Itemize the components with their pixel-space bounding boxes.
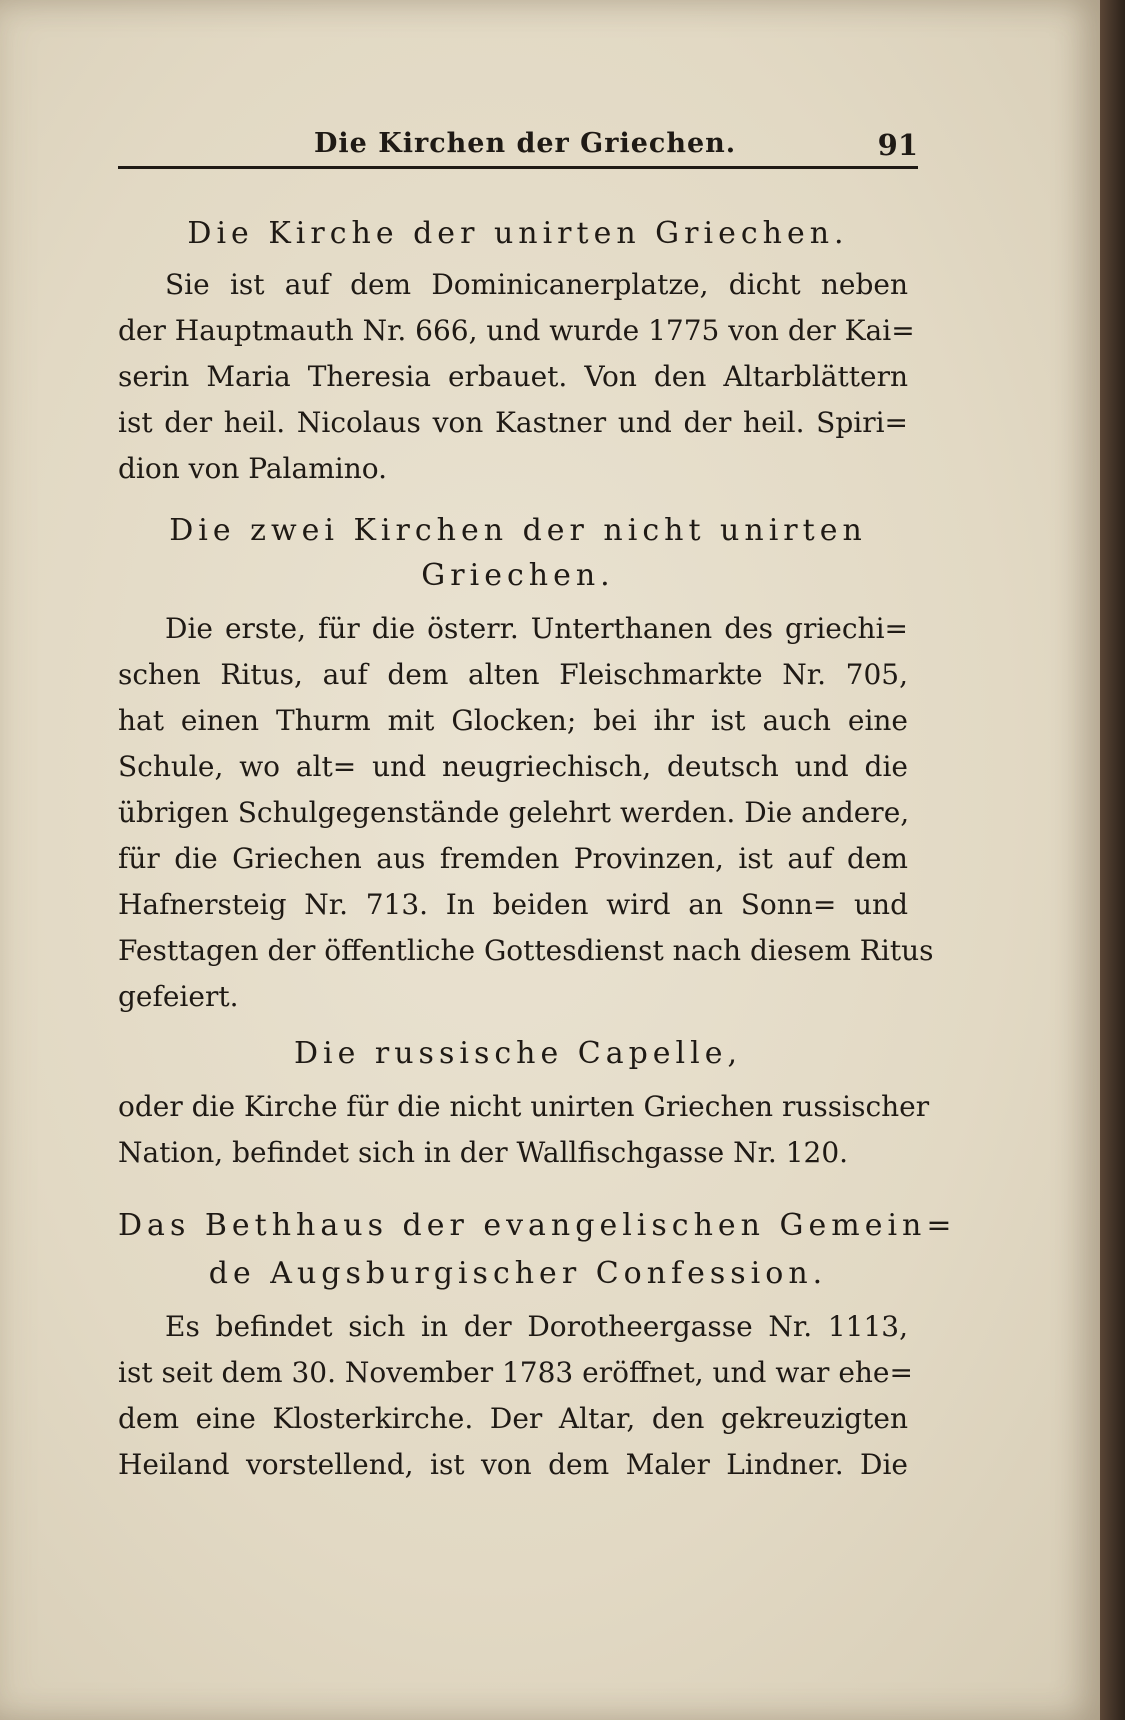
text-line: Schule, wo alt= und neugriechisch, deutsch und die xyxy=(118,750,908,783)
section-heading: Die zwei Kirchen der nicht unirten xyxy=(169,513,867,548)
section-heading: Das Bethhaus der evangelischen Gemein= xyxy=(118,1208,957,1243)
text-line: schen Ritus, auf dem alten Fleischmarkte Nr. 705, xyxy=(118,658,908,691)
text-line: Festtagen der öffentliche Gottesdienst nach diesem Ritus xyxy=(118,934,934,967)
running-header xyxy=(118,128,918,168)
text-line: dion von Palamino. xyxy=(118,452,388,485)
text-line: der Hauptmauth Nr. 666, und wurde 1775 von der Kai= xyxy=(118,314,915,347)
section-heading: de Augsburgischer Confession. xyxy=(208,1256,828,1291)
book-spine-edge xyxy=(1100,0,1125,1720)
text-line: serin Maria Theresia erbauet. Von den Altarblättern xyxy=(118,360,908,393)
text-line: gefeiert. xyxy=(118,980,239,1013)
text-line: Es befindet sich in der Dorotheergasse Nr. 1113, xyxy=(165,1310,908,1343)
text-line: ist seit dem 30. November 1783 eröffnet, und war ehe= xyxy=(118,1356,913,1389)
section-heading: Griechen. xyxy=(421,558,615,593)
text-line: Sie ist auf dem Dominicanerplatze, dicht neben xyxy=(165,268,908,301)
text-line: dem eine Klosterkirche. Der Altar, den gekreuzigten xyxy=(118,1402,908,1435)
text-line: Die erste, für die österr. Unterthanen des griechi= xyxy=(165,612,908,645)
text-line: Nation, befindet sich in der Wallfischgasse Nr. 120. xyxy=(118,1136,849,1169)
section-heading: Die russische Capelle, xyxy=(293,1036,743,1071)
header-rule xyxy=(118,166,918,169)
text-line: für die Griechen aus fremden Provinzen, ist auf dem xyxy=(118,842,908,875)
page-number: 91 xyxy=(877,128,918,162)
text-line: Hafnersteig Nr. 713. In beiden wird an Sonn= und xyxy=(118,888,908,921)
text-line: ist der heil. Nicolaus von Kastner und der heil. Spiri= xyxy=(118,406,908,439)
text-line: oder die Kirche für die nicht unirten Griechen russischer xyxy=(118,1090,930,1123)
text-line: übrigen Schulgegenstände gelehrt werden. Die andere, xyxy=(118,796,910,829)
section-heading: Die Kirche der unirten Griechen. xyxy=(187,216,849,251)
text-line: Heiland vorstellend, ist von dem Maler Lindner. Die xyxy=(118,1448,908,1481)
text-line: hat einen Thurm mit Glocken; bei ihr ist auch eine xyxy=(118,704,908,737)
running-title: Die Kirchen der Griechen. xyxy=(314,128,737,159)
